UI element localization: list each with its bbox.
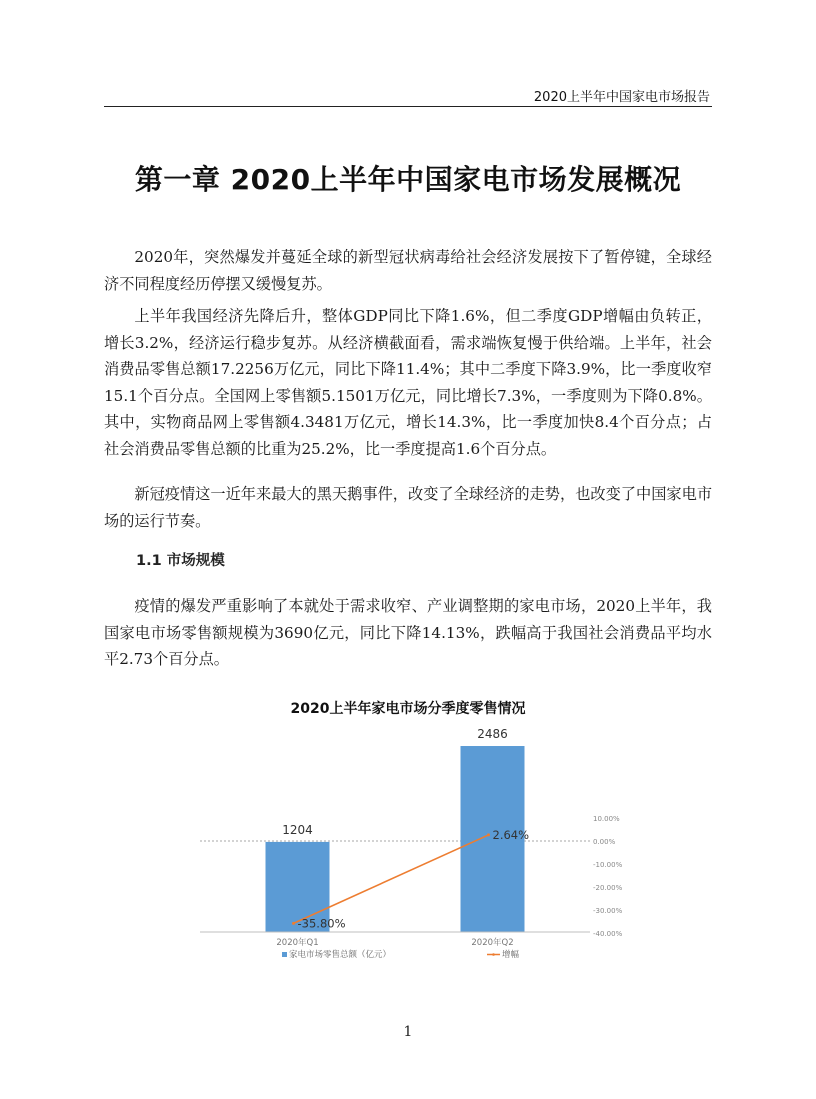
growth-value-label-2: 2.64% bbox=[492, 827, 530, 842]
legend-swatch-bar bbox=[282, 952, 287, 957]
growth-value-label-1: -35.80% bbox=[297, 916, 346, 931]
right-tick-label-4: -20.00% bbox=[593, 884, 623, 892]
page-number: 1 bbox=[403, 1024, 413, 1040]
chart-title: 2020上半年家电市场分季度零售情况 bbox=[290, 701, 526, 717]
x-tick-label-1: 2020年Q1 bbox=[276, 938, 319, 948]
right-tick-label-5: -30.00% bbox=[593, 907, 623, 915]
section-paragraph: 疫情的爆发严重影响了本就处于需求收窄、产业调整期的家电市场，2020上半年，我国家电市场零售额规模为3690亿元，同比下降14.13%，跌幅高于我国社会消费品平均水平2.73个百分点。 bbox=[104, 597, 712, 668]
section-heading: 1.1 市场规模 bbox=[136, 553, 225, 569]
right-tick-label-3: -10.00% bbox=[593, 861, 623, 869]
legend-label-line: 增幅 bbox=[502, 950, 520, 960]
body-paragraph-1: 2020年，突然爆发并蔓延全球的新型冠状病毒给社会经济发展按下了暂停键，全球经济不同程度经历停摆又缓慢复苏。 bbox=[104, 248, 712, 293]
body-paragraph-2: 上半年我国经济先降后升，整体GDP同比下降1.6%，但二季度GDP增幅由负转正，增长3.2%，经济运行稳步复苏。从经济横截面看，需求端恢复慢于供给端。上半年，社会消费品零售总额17.2256万亿元，同比下降11.4%；其中二季度下降3.9%，比一季度收窄15.1个百分点。全国网上零售额5.1501万亿元，同比增长7.3%，一季度则为下降0.8%。其中，实物商品网上零售额4.3481万亿元，增长14.3%，比一季度加快8.4个百分点；占社会消费品零售总额的比重为25.2%，比一季度提高1.6个百分点。 bbox=[104, 307, 712, 458]
legend-swatch-dot bbox=[492, 953, 495, 956]
bar-value-label-2: 2486 bbox=[477, 727, 508, 742]
bar-value-label-1: 1204 bbox=[282, 822, 313, 837]
right-tick-label-6: -40.00% bbox=[593, 930, 623, 938]
running-header-title: 2020上半年中国家电市场报告 bbox=[533, 90, 710, 105]
body-paragraph-3: 新冠疫情这一近年来最大的黑天鹅事件，改变了全球经济的走势，也改变了中国家电市场的运行节奏。 bbox=[104, 485, 712, 530]
growth-point-1 bbox=[292, 922, 295, 925]
right-tick-label-1: 10.00% bbox=[593, 815, 620, 823]
right-tick-label-2: 0.00% bbox=[593, 838, 616, 846]
growth-point-2 bbox=[487, 833, 490, 836]
legend-label-bar: 家电市场零售总额（亿元） bbox=[289, 950, 392, 960]
chapter-title: 第一章 2020上半年中国家电市场发展概况 bbox=[134, 163, 682, 196]
x-tick-label-2: 2020年Q2 bbox=[471, 938, 514, 948]
